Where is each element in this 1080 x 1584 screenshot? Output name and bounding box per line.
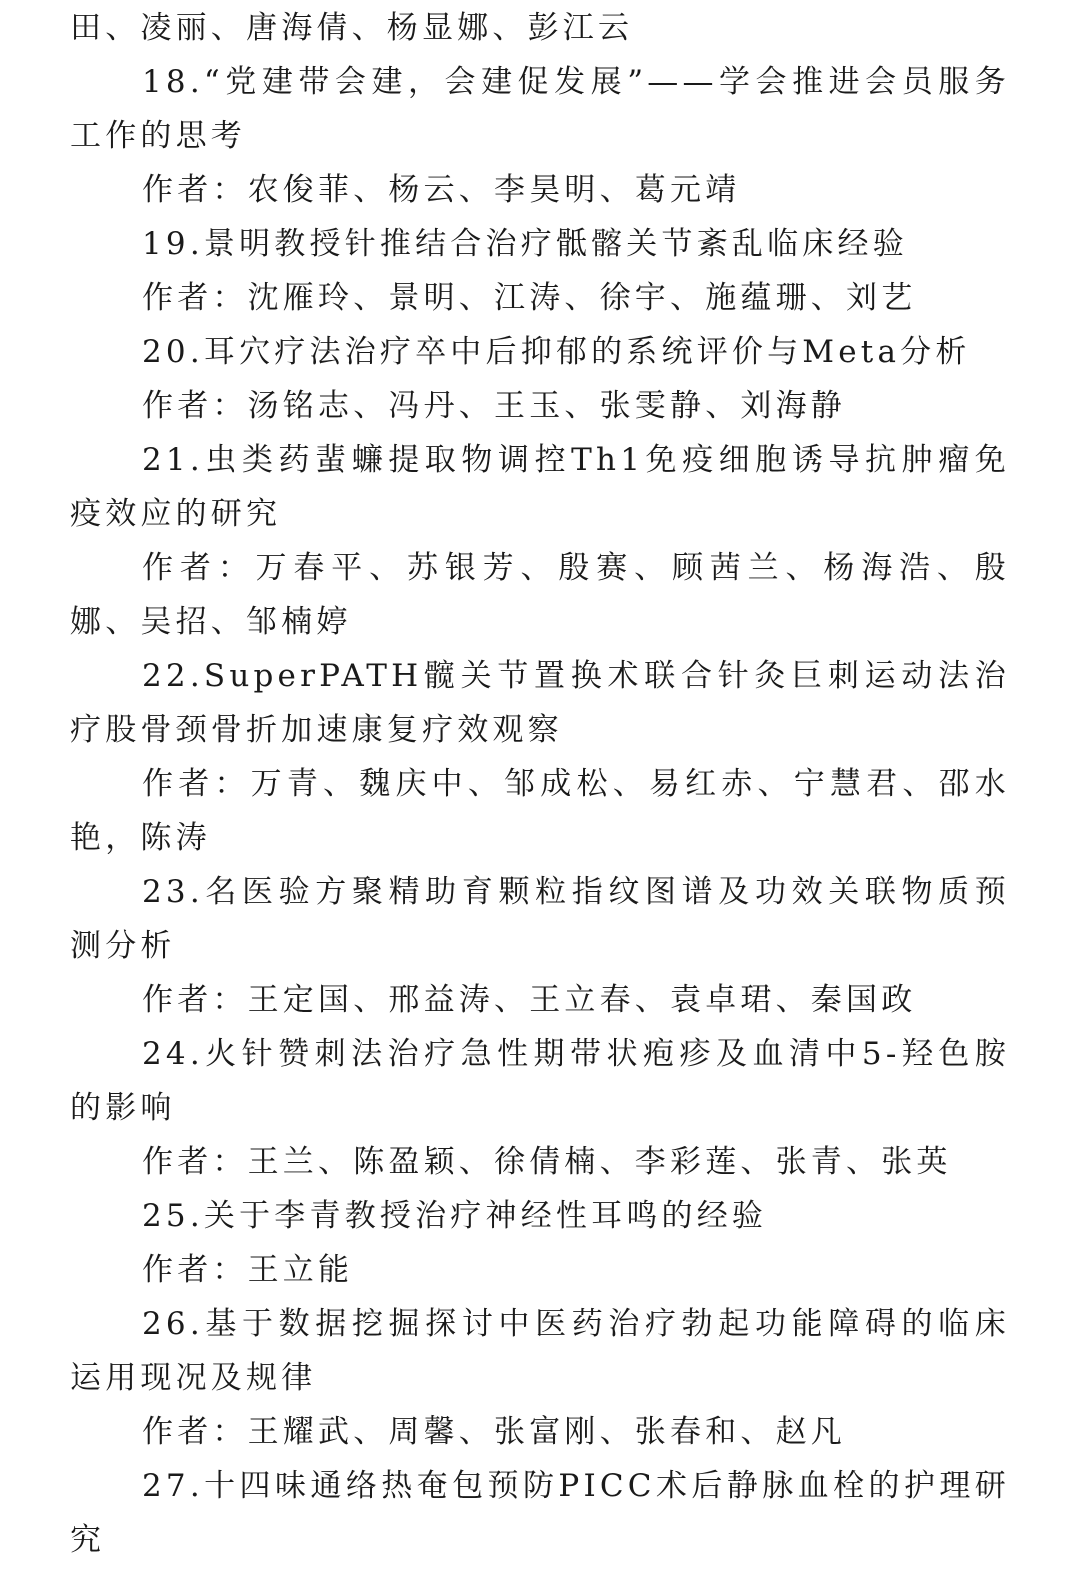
paper-authors-22: 作者：万青、魏庆中、邹成松、易红赤、宁慧君、邵水艳，陈涛 [70, 766, 1010, 856]
paper-authors-26: 作者：王耀武、周馨、张富刚、张春和、赵凡 [142, 1414, 846, 1450]
authors-continuation-17: 田、凌丽、唐海倩、杨显娜、彭江云 [70, 10, 634, 46]
paper-title-21: 21.虫类药蜚蠊提取物调控Th1免疫细胞诱导抗肿瘤免疫效应的研究 [70, 442, 1010, 532]
paper-title-24: 24.火针赞刺法治疗急性期带状疱疹及血清中5-羟色胺的影响 [70, 1036, 1010, 1126]
paper-title-26: 26.基于数据挖掘探讨中医药治疗勃起功能障碍的临床运用现况及规律 [70, 1306, 1010, 1396]
paper-title-25: 25.关于李青教授治疗神经性耳鸣的经验 [142, 1198, 768, 1234]
paper-authors-23: 作者：王定国、邢益涛、王立春、袁卓珺、秦国政 [142, 982, 917, 1018]
document-page [70, 1, 1010, 1567]
paper-title-27: 27.十四味通络热奄包预防PICC术后静脉血栓的护理研究 [70, 1468, 1010, 1558]
paper-authors-24: 作者：王兰、陈盈颖、徐倩楠、李彩莲、张青、张英 [142, 1144, 952, 1180]
paper-authors-20: 作者：汤铭志、冯丹、王玉、张雯静、刘海静 [142, 388, 846, 424]
paper-title-18: 18.“党建带会建，会建促发展”——学会推进会员服务工作的思考 [70, 64, 1010, 154]
paper-title-19: 19.景明教授针推结合治疗骶髂关节紊乱临床经验 [142, 226, 908, 262]
paper-title-20: 20.耳穴疗法治疗卒中后抑郁的系统评价与Meta分析 [142, 334, 971, 370]
paper-title-23: 23.名医验方聚精助育颗粒指纹图谱及功效关联物质预测分析 [70, 874, 1010, 964]
paper-authors-18: 作者：农俊菲、杨云、李昊明、葛元靖 [142, 172, 741, 208]
paper-title-22: 22.SuperPATH髋关节置换术联合针灸巨刺运动法治疗股骨颈骨折加速康复疗效观察 [70, 658, 1010, 748]
paper-authors-25: 作者：王立能 [142, 1252, 354, 1288]
paper-authors-19: 作者：沈雁玲、景明、江涛、徐宇、施蕴珊、刘艺 [142, 280, 917, 316]
paper-authors-21: 作者：万春平、苏银芳、殷赛、顾茜兰、杨海浩、殷娜、吴招、邹楠婷 [70, 550, 1010, 640]
